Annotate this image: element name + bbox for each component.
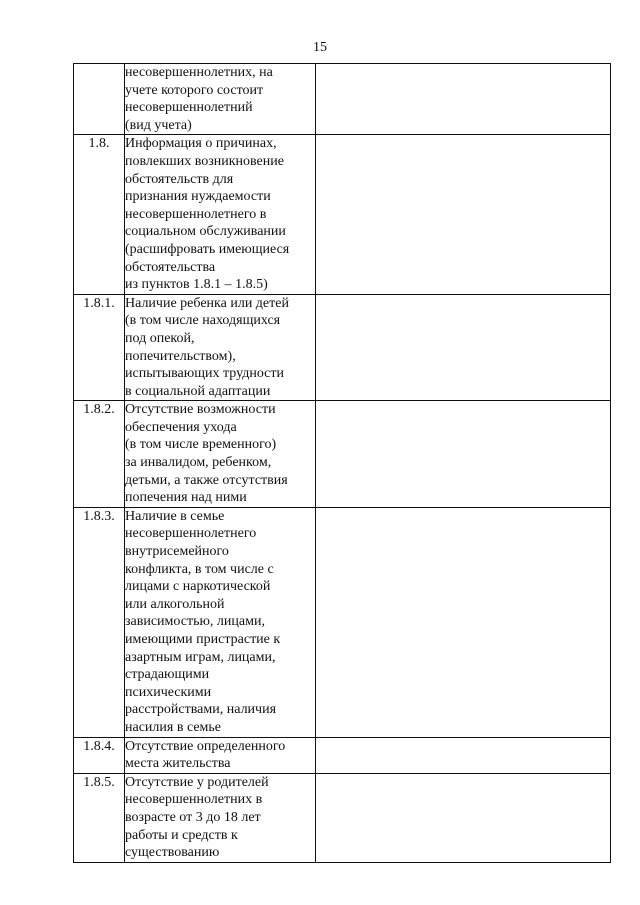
row-description bbox=[125, 401, 316, 508]
row-number: 1.8. bbox=[74, 135, 125, 294]
row-description bbox=[125, 294, 316, 401]
row-number: 1.8.5. bbox=[74, 773, 125, 862]
row-description-text: Отсутствие определенного места жительства bbox=[125, 738, 286, 772]
table-row bbox=[74, 294, 611, 401]
answer-cell[interactable] bbox=[316, 773, 611, 862]
row-number: 1.8.2. bbox=[74, 401, 125, 508]
row-description-text: Отсутствие возможности обеспечения ухода (в том числе временного) за инвалидом, ребенком, детьми, а также отсутствия попечения над ними bbox=[125, 402, 288, 506]
row-description-text: несовершеннолетних, на учете которого состоит несовершеннолетний (вид учета) bbox=[125, 65, 273, 133]
table-row bbox=[74, 507, 611, 737]
table-row bbox=[74, 135, 611, 294]
table-row bbox=[74, 773, 611, 862]
row-description bbox=[125, 737, 316, 773]
row-description-text: Информация о причинах, повлекших возникновение обстоятельств для признания нуждаемости несовершеннолетнего в социальном обслуживании (расшифровать имеющиеся обстоятельства из пунктов 1.8.1 – 1.8.5) bbox=[125, 136, 290, 293]
row-description bbox=[125, 507, 316, 737]
answer-cell[interactable] bbox=[316, 401, 611, 508]
answer-cell[interactable] bbox=[316, 64, 611, 135]
answer-cell[interactable] bbox=[316, 135, 611, 294]
row-description bbox=[125, 773, 316, 862]
answer-cell[interactable] bbox=[316, 737, 611, 773]
row-description bbox=[125, 135, 316, 294]
row-description bbox=[125, 64, 316, 135]
row-description-text: Отсутствие у родителей несовершеннолетних в возрасте от 3 до 18 лет работы и средств к существованию bbox=[125, 774, 269, 861]
form-table bbox=[73, 63, 611, 863]
answer-cell[interactable] bbox=[316, 507, 611, 737]
page-number: 15 bbox=[313, 40, 327, 55]
row-number: 1.8.1. bbox=[74, 294, 125, 401]
table-row bbox=[74, 401, 611, 508]
row-description-text: Наличие ребенка или детей (в том числе находящихся под опекой, попечительством), испытывающих трудности в социальной адаптации bbox=[125, 295, 289, 399]
row-number: 1.8.3. bbox=[74, 507, 125, 737]
answer-cell[interactable] bbox=[316, 294, 611, 401]
row-number: 1.8.4. bbox=[74, 737, 125, 773]
table-row bbox=[74, 64, 611, 135]
table-row bbox=[74, 737, 611, 773]
row-description-text: Наличие в семье несовершеннолетнего внутрисемейного конфликта, в том числе с лицами с наркотической или алкогольной зависимостью, лицами, имеющими пристрастие к азартным играм, лицами, страдающими психическими расстройствами, наличия насилия в семье bbox=[125, 508, 281, 735]
row-number bbox=[74, 64, 125, 135]
